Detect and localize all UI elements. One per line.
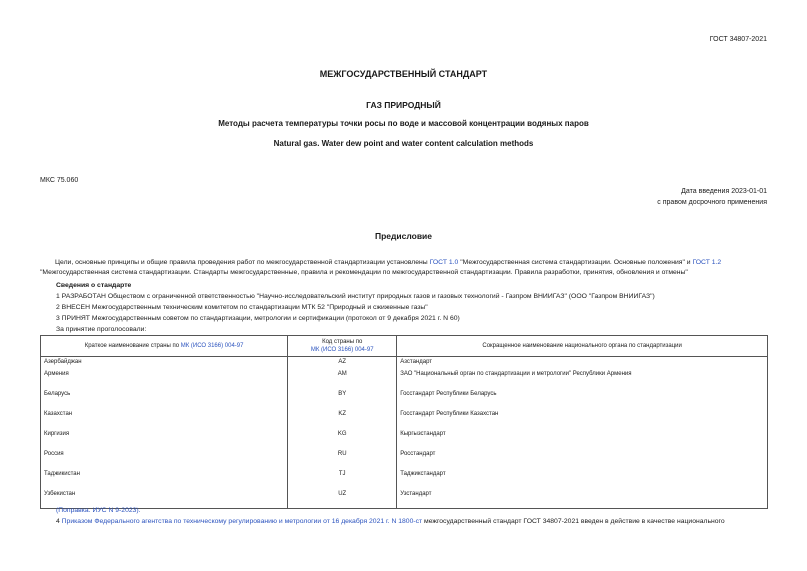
country-name: Таджикистан	[41, 469, 288, 489]
country-name: Азербайджан	[41, 357, 288, 369]
document-code: ГОСТ 34807-2021	[709, 36, 767, 43]
paragraph-number: 4	[56, 518, 62, 525]
voted-label: За принятие проголосовали:	[56, 326, 147, 333]
standards-body: Госстандарт Республики Беларусь	[397, 389, 768, 409]
country-code: AM	[288, 369, 397, 389]
standards-body: Госстандарт Республики Казахстан	[397, 409, 768, 429]
country-code-header	[288, 336, 397, 357]
country-name: Узбекистан	[41, 489, 288, 509]
standards-body: Узстандарт	[397, 489, 768, 509]
foreword-paragraph	[40, 258, 770, 278]
standard-subtitle-en: Natural gas. Water dew point and water content calculation methods	[273, 139, 534, 148]
countries-table	[40, 335, 768, 509]
mks-code: МКС 75.060	[40, 177, 79, 184]
standard-info-heading: Сведения о стандарте	[56, 282, 132, 289]
country-code: KZ	[288, 409, 397, 429]
country-name: Киргизия	[41, 429, 288, 449]
country-name: Россия	[41, 449, 288, 469]
country-name: Казахстан	[41, 409, 288, 429]
mk-iso-link[interactable]: МК (ИСО 3166) 004-97	[180, 343, 244, 349]
submitted-by: 2 ВНЕСЕН Межгосударственным техническим комитетом по стандартизации МТК 52 "Природный и сжиженные газы"	[56, 304, 428, 311]
country-code: UZ	[288, 489, 397, 509]
paragraph-text: межгосударственный стандарт ГОСТ 34807-2021 введен в действие в качестве национального	[422, 518, 725, 525]
table-row	[41, 369, 768, 389]
table-row	[41, 469, 768, 489]
adopted-by: 3 ПРИНЯТ Межгосударственным советом по стандартизации, метрологии и сертификации (протокол от 9 декабря 2021 г. N 60)	[56, 315, 460, 322]
country-code: KG	[288, 429, 397, 449]
table-row	[41, 409, 768, 429]
country-code: AZ	[288, 357, 397, 369]
country-name-header	[41, 336, 288, 357]
country-name: Армения	[41, 369, 288, 389]
country-code: BY	[288, 389, 397, 409]
country-code: TJ	[288, 469, 397, 489]
standard-name: ГАЗ ПРИРОДНЫЙ	[366, 100, 441, 110]
country-code: RU	[288, 449, 397, 469]
introduction-date: Дата введения 2023-01-01	[681, 188, 767, 195]
standards-body-header: Сокращенное наименование национального органа по стандартизации	[397, 336, 768, 357]
standards-body: Кыргызстандарт	[397, 429, 768, 449]
header-text: Краткое наименование страны по	[84, 343, 181, 349]
standards-body: Росстандарт	[397, 449, 768, 469]
rosstandart-order-link[interactable]: Приказом Федерального агентства по техническому регулированию и метрологии от 16 декабря 2021 г. N 1800-ст	[61, 518, 423, 525]
mk-iso-link[interactable]: МК (ИСО 3166) 004-97	[310, 347, 374, 353]
amendment-link[interactable]: (Поправка. ИУС N 9-2023).	[56, 507, 141, 514]
paragraph-text: "Межгосударственная система стандартизации. Стандарты межгосударственные, правила и рекомендации по межгосударственной стандартизации. Правила разработки, принятия, обновления и отмены"	[40, 269, 688, 276]
standard-subtitle-ru: Методы расчета температуры точки росы по воде и массовой концентрации водяных паров	[218, 119, 589, 128]
paragraph-text: "Межгосударственная система стандартизации. Основные положения" и	[458, 259, 693, 266]
paragraph-text: Цели, основные принципы и общие правила проведения работ по межгосударственной стандартизации установлены	[55, 259, 430, 266]
foreword-heading: Предисловие	[374, 231, 433, 241]
developed-by: 1 РАЗРАБОТАН Обществом с ограниченной ответственностью "Научно-исследовательский институт природных газов и газовых технологий - Газпром ВНИИГАЗ" (ООО "Газпром ВНИИГАЗ")	[56, 293, 655, 300]
country-name: Беларусь	[41, 389, 288, 409]
table-row	[41, 389, 768, 409]
standard-type: МЕЖГОСУДАРСТВЕННЫЙ СТАНДАРТ	[319, 69, 488, 79]
gost-1-2-link[interactable]: ГОСТ 1.2	[692, 259, 722, 266]
enactment-paragraph	[56, 518, 725, 525]
table-row	[41, 429, 768, 449]
standards-body: Таджикстандарт	[397, 469, 768, 489]
table-row	[41, 449, 768, 469]
table-row	[41, 357, 768, 369]
gost-1-0-link[interactable]: ГОСТ 1.0	[429, 259, 459, 266]
table-row	[41, 489, 768, 509]
standards-body: ЗАО "Национальный орган по стандартизации и метрологии" Республики Армения	[397, 369, 768, 389]
header-text: Код страны по	[322, 339, 363, 345]
standards-body: Азстандарт	[397, 357, 768, 369]
early-application-note: с правом досрочного применения	[657, 199, 767, 206]
